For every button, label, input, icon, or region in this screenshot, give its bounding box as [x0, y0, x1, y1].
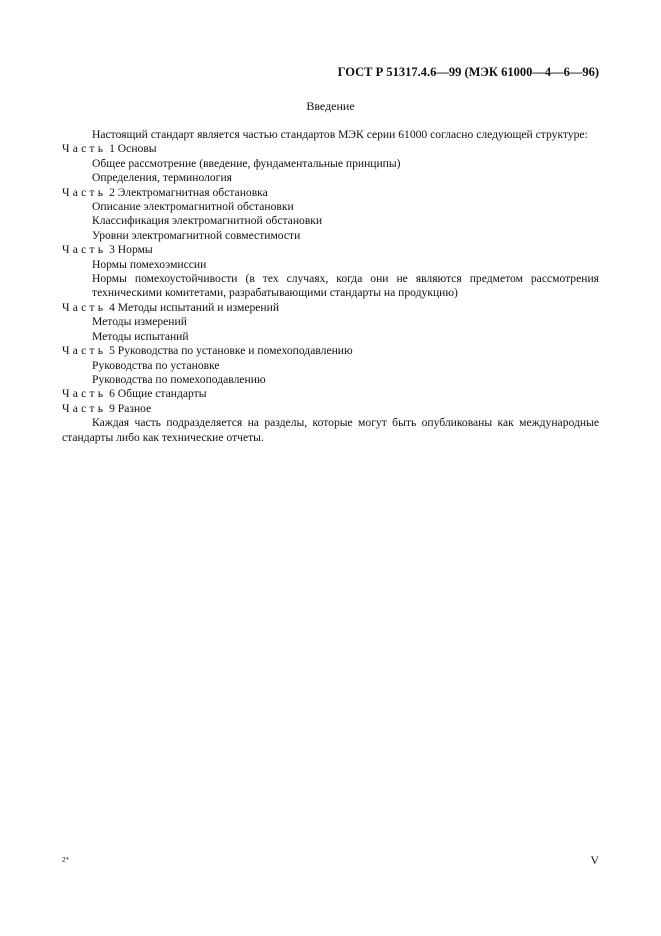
- part-title: Электромагнитная обстановка: [117, 185, 268, 199]
- document-body: [62, 128, 599, 445]
- part-item: Описание электромагнитной обстановки: [92, 200, 294, 214]
- part-heading: [62, 387, 599, 401]
- part-heading: [62, 402, 599, 416]
- part-title: Разное: [117, 401, 152, 415]
- part-heading: [62, 186, 599, 200]
- part-title: Методы испытаний и измерений: [117, 300, 280, 314]
- part-heading: [62, 344, 599, 358]
- sheet-mark: 2*: [62, 856, 69, 864]
- part-item: Уровни электромагнитной совместимости: [92, 228, 301, 242]
- intro-paragraph: Настоящий стандарт является частью стандартов МЭК серии 61000 согласно следующей структуре:: [92, 128, 588, 141]
- part-item: Методы измерений: [92, 315, 187, 329]
- part-label: Часть: [62, 401, 107, 415]
- part-item: Классификация электромагнитной обстановки: [92, 214, 323, 228]
- part-number: 2: [109, 185, 115, 199]
- standard-code-header: ГОСТ Р 51317.4.6—99 (МЭК 61000—4—6—96): [337, 65, 599, 79]
- part-item: Нормы помехоустойчивости (в тех случаях, когда они не являются предметом рассмотрения техническими комитетами, разрабатывающими стандарты на продукцию): [92, 272, 599, 300]
- part-title: Основы: [117, 142, 157, 156]
- part-label: Часть: [62, 243, 107, 257]
- part-item: Руководства по помехоподавлению: [92, 372, 266, 386]
- part-number: 9: [109, 401, 115, 415]
- part-item: Нормы помехоэмиссии: [92, 257, 207, 271]
- part-heading: [62, 301, 599, 315]
- part-title: Общие стандарты: [117, 387, 207, 401]
- part-title: Нормы: [117, 243, 153, 257]
- part-number: 3: [109, 243, 115, 257]
- part-heading: [62, 243, 599, 257]
- part-number: 6: [109, 387, 115, 401]
- part-item: Методы испытаний: [92, 329, 189, 343]
- part-heading: [62, 142, 599, 156]
- part-label: Часть: [62, 185, 107, 199]
- part-label: Часть: [62, 142, 107, 156]
- part-label: Часть: [62, 344, 107, 358]
- part-item: Определения, терминология: [92, 171, 232, 185]
- part-label: Часть: [62, 387, 107, 401]
- part-item: Руководства по установке: [92, 358, 220, 372]
- page-number: V: [590, 853, 599, 867]
- closing-paragraph: Каждая часть подразделяется на разделы, которые могут быть опубликованы как международные стандарты либо как технические отчеты.: [62, 416, 599, 444]
- page-title: Введение: [306, 99, 355, 113]
- part-item: Общее рассмотрение (введение, фундаментальные принципы): [92, 156, 401, 170]
- part-number: 4: [109, 300, 115, 314]
- part-number: 1: [109, 142, 115, 156]
- part-number: 5: [109, 344, 115, 358]
- part-title: Руководства по установке и помехоподавлению: [117, 344, 353, 358]
- part-label: Часть: [62, 300, 107, 314]
